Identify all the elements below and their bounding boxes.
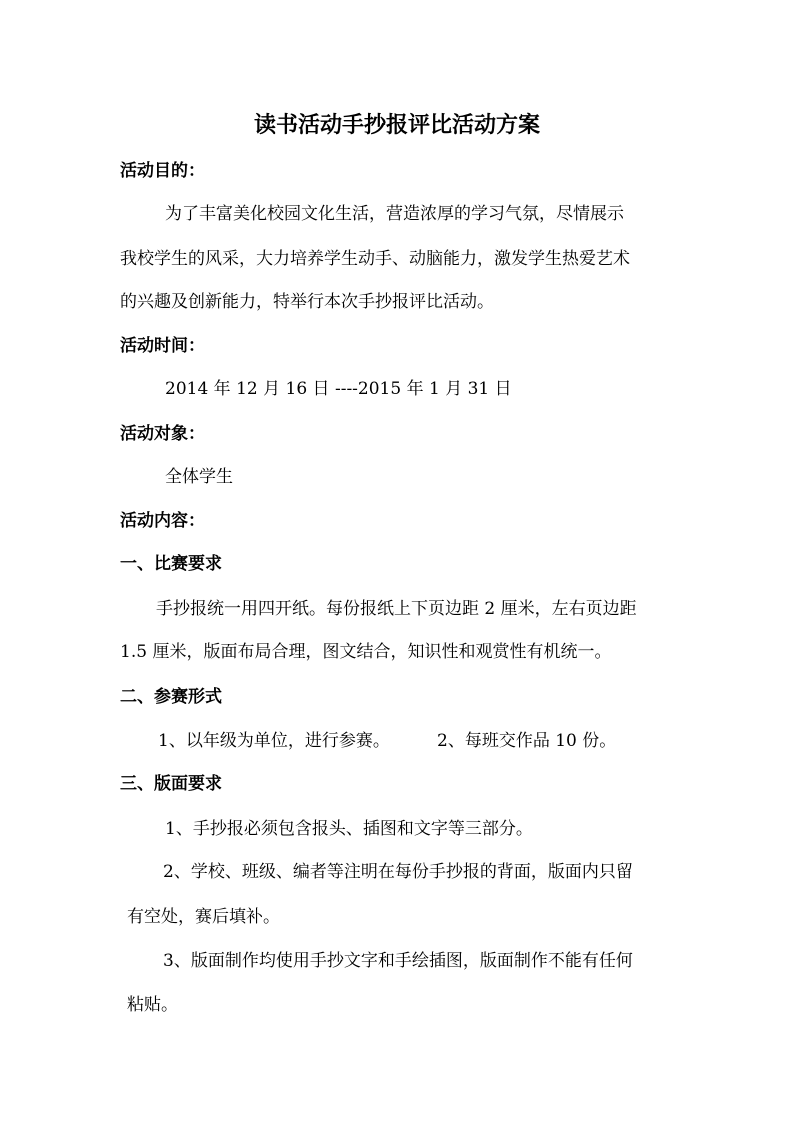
- section2-item-2: 2、每班交作品 10 份。: [437, 731, 617, 751]
- time-value: 2014 年 12 月 16 日 ----2015 年 1 月 31 日: [165, 379, 512, 399]
- time-heading: 活动时间：: [120, 336, 205, 356]
- purpose-line-3: 的兴趣及创新能力，特举行本次手抄报评比活动。: [120, 292, 494, 312]
- section1-line-2: 1.5 厘米，版面布局合理，图文结合，知识性和观赏性有机统一。: [120, 642, 612, 662]
- section1-heading: 一、比赛要求: [120, 554, 222, 574]
- content-heading: 活动内容：: [120, 511, 205, 531]
- section3-item-2-line-2: 有空处，赛后填补。: [127, 907, 280, 927]
- purpose-heading: 活动目的：: [120, 161, 205, 181]
- audience-heading: 活动对象：: [120, 424, 205, 444]
- document-title: 读书活动手抄报评比活动方案: [253, 113, 540, 138]
- section3-item-3-line-2: 粘贴。: [127, 995, 178, 1015]
- purpose-line-2: 我校学生的风采，大力培养学生动手、动脑能力，激发学生热爱艺术: [120, 249, 630, 269]
- audience-value: 全体学生: [165, 467, 233, 487]
- section3-item-2-line-1: 2、学校、班级、编者等注明在每份手抄报的背面，版面内只留: [163, 862, 633, 882]
- section1-line-1: 手抄报统一用四开纸。每份报纸上下页边距 2 厘米，左右页边距: [156, 599, 637, 619]
- section2-item-1: 1、以年级为单位，进行参赛。: [158, 731, 390, 751]
- section3-item-1: 1、手抄报必须包含报头、插图和文字等三部分。: [165, 819, 533, 839]
- section3-heading: 三、版面要求: [120, 774, 222, 794]
- section3-item-3-line-1: 3、版面制作均使用手抄文字和手绘插图，版面制作不能有任何: [163, 951, 633, 971]
- section2-heading: 二、参赛形式: [120, 687, 222, 707]
- purpose-line-1: 为了丰富美化校园文化生活，营造浓厚的学习气氛，尽情展示: [165, 204, 624, 224]
